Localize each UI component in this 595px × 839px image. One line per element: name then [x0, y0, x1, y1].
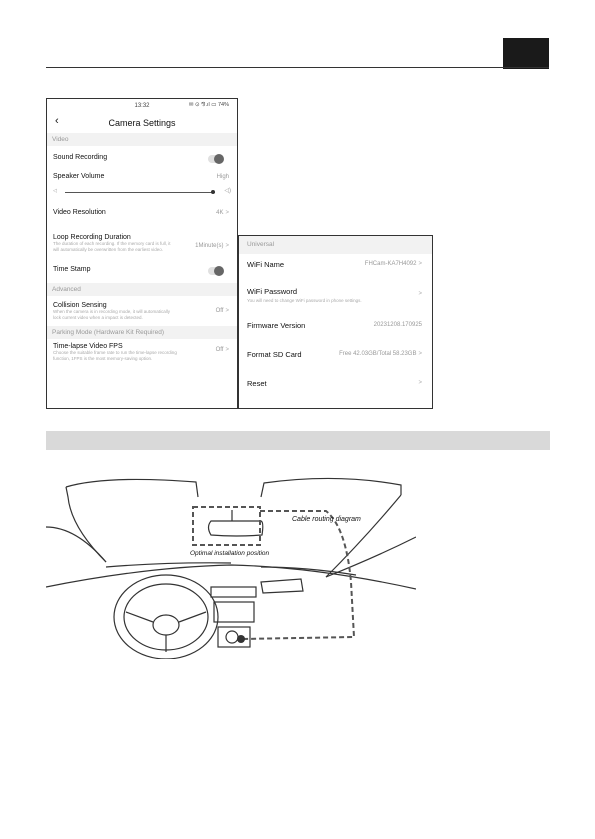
chevron-right-icon: > — [418, 380, 422, 386]
collision-sensing-label: Collision Sensing — [53, 302, 107, 309]
status-bar — [47, 99, 237, 113]
collision-sensing-row[interactable] — [47, 296, 237, 326]
firmware-version-row — [239, 312, 432, 341]
speaker-volume-slider[interactable] — [53, 186, 231, 198]
reset-label: Reset — [247, 379, 267, 388]
sound-recording-label: Sound Recording — [53, 154, 108, 161]
wifi-name-label: WiFi Name — [247, 260, 285, 269]
header-rule — [46, 67, 549, 68]
section-universal: Universal — [239, 236, 432, 254]
status-time: 13:32 — [134, 103, 150, 109]
volume-low-icon: ◁ — [53, 188, 57, 194]
chevron-right-icon: > — [418, 291, 422, 297]
wifi-password-row[interactable] — [239, 283, 432, 312]
time-stamp-toggle[interactable] — [208, 267, 223, 275]
wifi-password-label: WiFi Password — [247, 287, 298, 296]
speaker-volume-label: Speaker Volume — [53, 173, 105, 180]
video-resolution-label: Video Resolution — [53, 209, 106, 216]
speaker-volume-row — [47, 170, 237, 186]
wifi-name-value: FHCam-KA7H4092 — [364, 261, 417, 267]
video-resolution-row[interactable] — [47, 198, 237, 220]
slider-knob[interactable] — [211, 190, 215, 194]
camera-settings-screenshot — [46, 98, 238, 409]
universal-settings-screenshot — [238, 235, 433, 409]
firmware-version-label: Firmware Version — [247, 321, 306, 330]
chapter-tab — [503, 38, 549, 69]
collision-sensing-value: Off — [215, 308, 224, 314]
page-title: Camera Settings — [108, 118, 176, 128]
optimal-position-box — [193, 507, 260, 545]
loop-recording-value: 1Minute(s) — [195, 243, 224, 249]
title-bar — [47, 113, 237, 133]
section-parking: Parking Mode (Hardware Kit Required) — [47, 326, 237, 339]
loop-recording-desc: The duration of each recording. If the memory card is full, it will automatically be overwritten from the earliest video. — [53, 241, 171, 252]
status-icons: ✉ ⊙ ⅋.ıl ▭ 74% — [188, 102, 229, 108]
speaker-volume-value: High — [216, 174, 229, 180]
collision-sensing-desc: When the camera is in recording mode, it will automatically lock current video when a impact is detected. — [53, 309, 171, 320]
timelapse-label: Time-lapse Video FPS — [53, 343, 123, 350]
timelapse-row[interactable] — [47, 339, 237, 369]
chevron-right-icon: > — [225, 243, 229, 249]
wifi-password-desc: You will need to change WiFi password in phone settings. — [247, 298, 362, 303]
format-sd-row[interactable] — [239, 341, 432, 370]
optimal-position-label: Optimal installation position — [190, 550, 270, 557]
reset-row[interactable] — [239, 370, 432, 399]
section-advanced: Advanced — [47, 283, 237, 296]
timelapse-value: Off — [215, 347, 224, 353]
chevron-right-icon: > — [418, 351, 422, 357]
firmware-version-value: 20231208.170925 — [373, 322, 422, 328]
wifi-name-row[interactable] — [239, 254, 432, 283]
cable-routing-label: Cable routing diagram — [292, 516, 361, 523]
chevron-right-icon: > — [225, 308, 229, 314]
timelapse-desc: Choose the suitable frame rate to run the time-lapse recording function, 1FPS is the most memory-saving option. — [53, 350, 177, 361]
chevron-right-icon: > — [225, 210, 229, 216]
back-arrow-icon[interactable]: ‹ — [55, 115, 59, 127]
time-stamp-row[interactable] — [47, 260, 237, 283]
loop-recording-row[interactable] — [47, 220, 237, 260]
section-header-bar — [46, 431, 550, 450]
sound-recording-row[interactable] — [47, 146, 237, 170]
sound-recording-toggle[interactable] — [208, 155, 223, 163]
section-video: Video — [47, 133, 237, 146]
dashcam-installation-illustration — [46, 467, 416, 659]
chevron-right-icon: > — [225, 347, 229, 353]
format-sd-label: Format SD Card — [247, 350, 302, 359]
slider-track — [65, 192, 215, 193]
power-socket-icon — [237, 635, 245, 643]
video-resolution-value: 4K — [216, 210, 224, 216]
time-stamp-label: Time Stamp — [53, 266, 91, 273]
loop-recording-label: Loop Recording Duration — [53, 234, 131, 241]
volume-high-icon: ◁) — [224, 188, 231, 194]
chevron-right-icon: > — [418, 261, 422, 267]
format-sd-value: Free 42.03GB/Total 58.23GB — [339, 351, 417, 357]
